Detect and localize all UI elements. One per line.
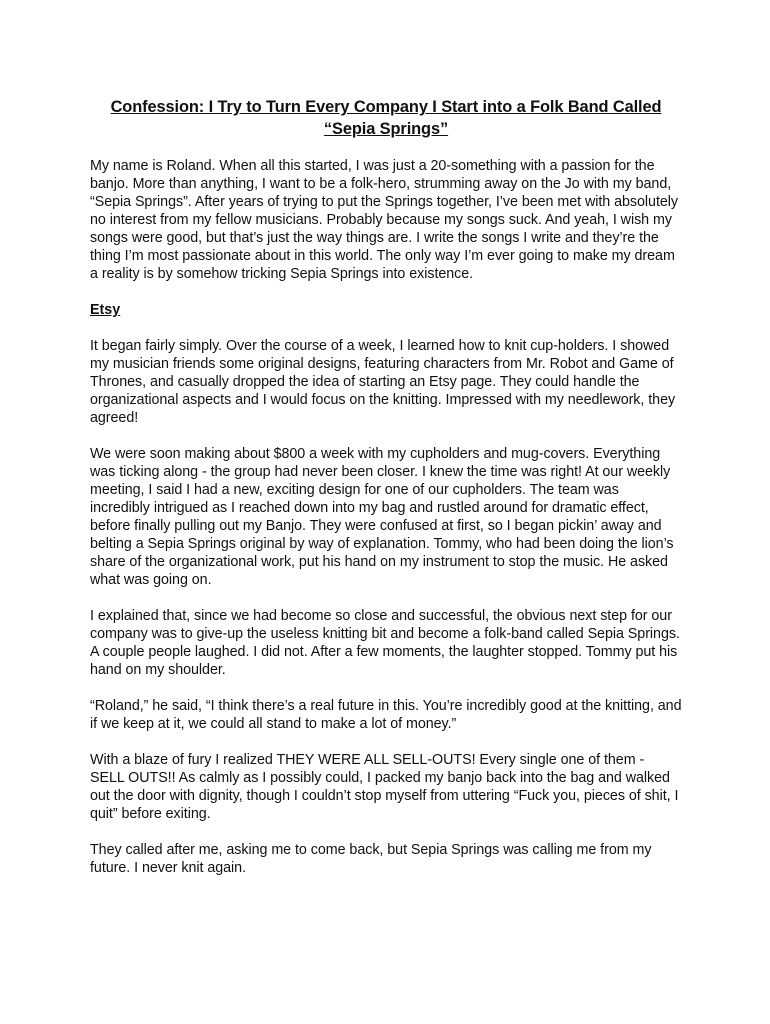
document-title: Confession: I Try to Turn Every Company I Start into a Folk Band Called “Sepia Springs” xyxy=(110,98,662,138)
body-paragraph: It began fairly simply. Over the course of a week, I learned how to knit cup-holders. I showed my musician friends some original designs, featuring characters from Mr. Robot and Game of Thrones, and casually dropped the idea of starting an Etsy page. They could handle the organizational aspects and I would focus on the knitting. Impressed with my needlework, they agreed! xyxy=(90,338,676,426)
body-paragraph: “Roland,” he said, “I think there’s a real future in this. You’re incredibly good at the knitting, and if we keep at it, we could all stand to make a lot of money.” xyxy=(90,698,682,732)
body-paragraph: We were soon making about $800 a week with my cupholders and mug-covers. Everything was ticking along - the group had never been closer. I knew the time was right! At our weekly meeting, I said I had a new, exciting design for one of our cupholders. The team was incredibly intrigued as I reached down into my bag and rustled around for dramatic effect, before finally pulling out my Banjo. They were confused at first, so I began pickin’ away and belting a Sepia Springs original by way of explanation. Tommy, who had been doing the lion’s share of the organizational work, put his hand on my instrument to stop the music. He asked what was going on. xyxy=(90,446,674,588)
intro-paragraph: My name is Roland. When all this started, I was just a 20-something with a passion for the banjo. More than anything, I want to be a folk-hero, strumming away on the Jo with my band, “Sepia Springs”. After years of trying to put the Springs together, I’ve been met with absolutely no interest from my fellow musicians. Probably because my songs suck. And yeah, I wish my songs were good, but that’s just the way things are. I write the songs I write and they’re the thing I’m most passionate about in this world. The only way I’m ever going to make my dream a reality is by somehow tricking Sepia Springs into existence. xyxy=(90,158,678,282)
body-paragraph: I explained that, since we had become so close and successful, the obvious next step for our company was to give-up the useless knitting bit and become a folk-band called Sepia Springs. A couple people laughed. I did not. After a few moments, the laughter stopped. Tommy put his hand on my shoulder. xyxy=(90,608,680,678)
section-heading-etsy: Etsy xyxy=(90,302,121,318)
body-paragraph: They called after me, asking me to come back, but Sepia Springs was calling me from my future. I never knit again. xyxy=(90,842,652,876)
body-paragraph: With a blaze of fury I realized THEY WERE ALL SELL-OUTS! Every single one of them - SELL OUTS!! As calmly as I possibly could, I packed my banjo back into the bag and walked out the door with dignity, though I couldn’t stop myself from uttering “Fuck you, pieces of shit, I quit” before exiting. xyxy=(90,752,679,822)
document-page xyxy=(90,96,682,895)
